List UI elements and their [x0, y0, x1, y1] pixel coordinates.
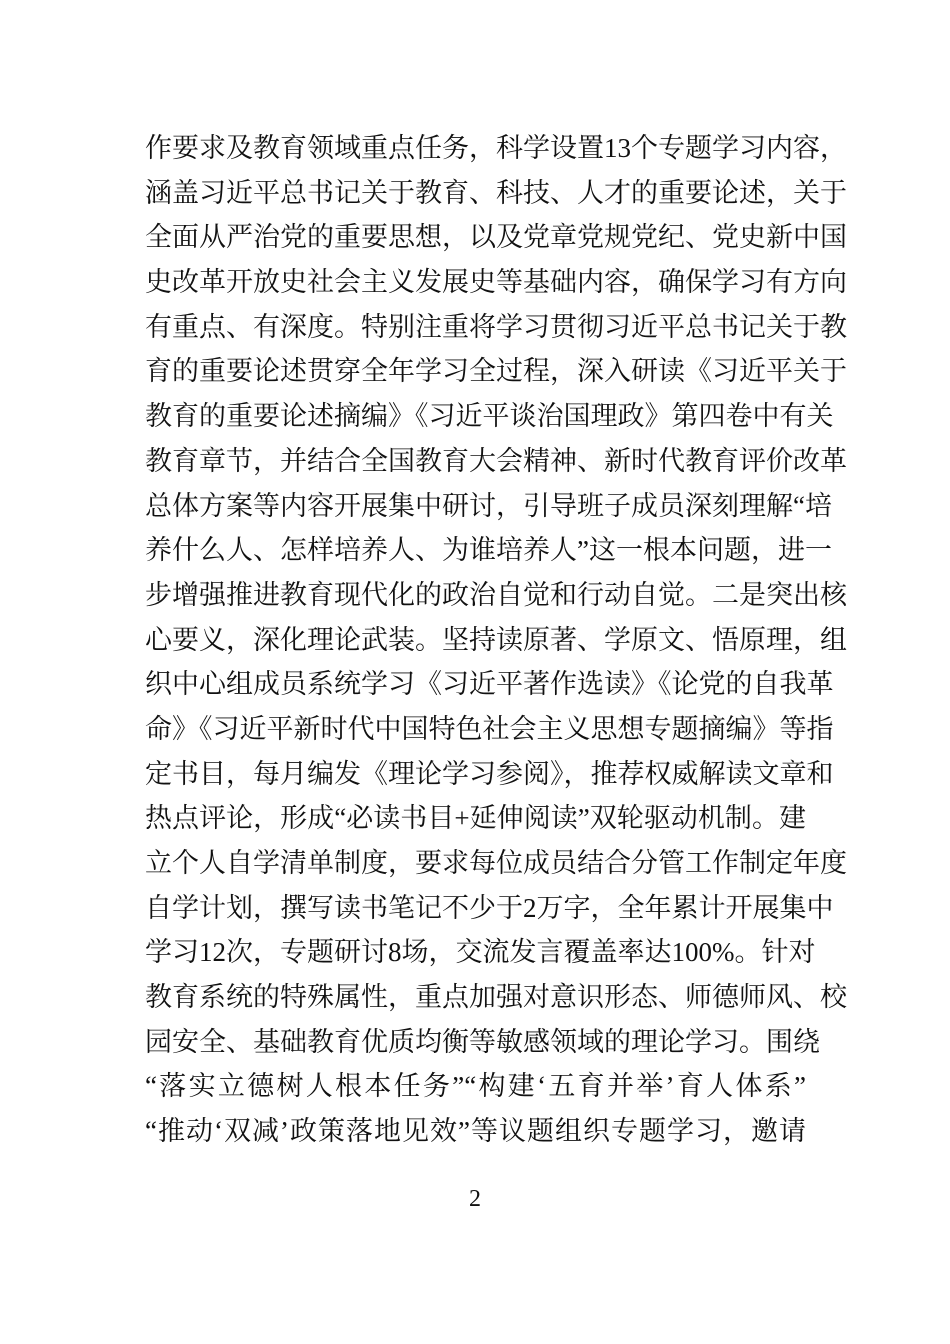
text-line: 命》《习近平新时代中国特色社会主义思想专题摘编》等指 — [145, 713, 834, 744]
text-line: 立个人自学清单制度，要求每位成员结合分管工作制定年度 — [145, 848, 847, 878]
text-line: 全面从严治党的重要思想，以及党章党规党纪、党史新中国 — [145, 222, 847, 253]
text-line: 心要义，深化理论武装。坚持读原著、学原文、悟原理，组 — [145, 624, 847, 655]
text-line: 园安全、基础教育优质均衡等敏感领域的理论学习。围绕 — [145, 1026, 820, 1057]
text-line: 养什么人、怎样培养人、为谁培养人”这一根本问题，进一 — [145, 535, 832, 566]
text-line: 热点评论，形成“必读书目+延伸阅读”双轮驱动机制。建 — [145, 803, 806, 834]
body-paragraph — [145, 126, 847, 1154]
text-line: “落实立德树人根本任务”“构建‘五育并举’育人体系” — [145, 1071, 806, 1102]
text-line: 育的重要论述贯穿全年学习全过程，深入研读《习近平关于 — [145, 356, 847, 387]
text-line: 织中心组成员系统学习《习近平著作选读》《论党的自我革 — [145, 669, 834, 700]
text-line: “推动‘双减’政策落地见效”等议题组织专题学习，邀请 — [145, 1116, 806, 1147]
text-line: 步增强推进教育现代化的政治自觉和行动自觉。二是突出核 — [145, 579, 847, 610]
text-line: 涵盖习近平总书记关于教育、科技、人才的重要论述，关于 — [145, 177, 847, 208]
text-line: 教育的重要论述摘编》《习近平谈治国理政》第四卷中有关 — [145, 401, 834, 432]
text-line: 作要求及教育领域重点任务，科学设置13个专题学习内容， — [145, 133, 847, 163]
text-line: 自学计划，撰写读书笔记不少于2万字，全年累计开展集中 — [145, 892, 834, 923]
page-number: 2 — [469, 1186, 481, 1212]
text-line: 学习12次，专题研讨8场，交流发言覆盖率达100%。针对 — [145, 937, 816, 968]
text-line: 定书目，每月编发《理论学习参阅》，推荐权威解读文章和 — [145, 758, 834, 789]
text-line: 史改革开放史社会主义发展史等基础内容，确保学习有方向 — [145, 267, 847, 298]
text-line: 有重点、有深度。特别注重将学习贯彻习近平总书记关于教 — [145, 311, 847, 342]
text-line: 教育章节，并结合全国教育大会精神、新时代教育评价改革 — [145, 445, 847, 476]
text-line: 教育系统的特殊属性，重点加强对意识形态、师德师风、校 — [145, 982, 847, 1013]
text-line: 总体方案等内容开展集中研讨，引导班子成员深刻理解“培 — [145, 490, 832, 521]
